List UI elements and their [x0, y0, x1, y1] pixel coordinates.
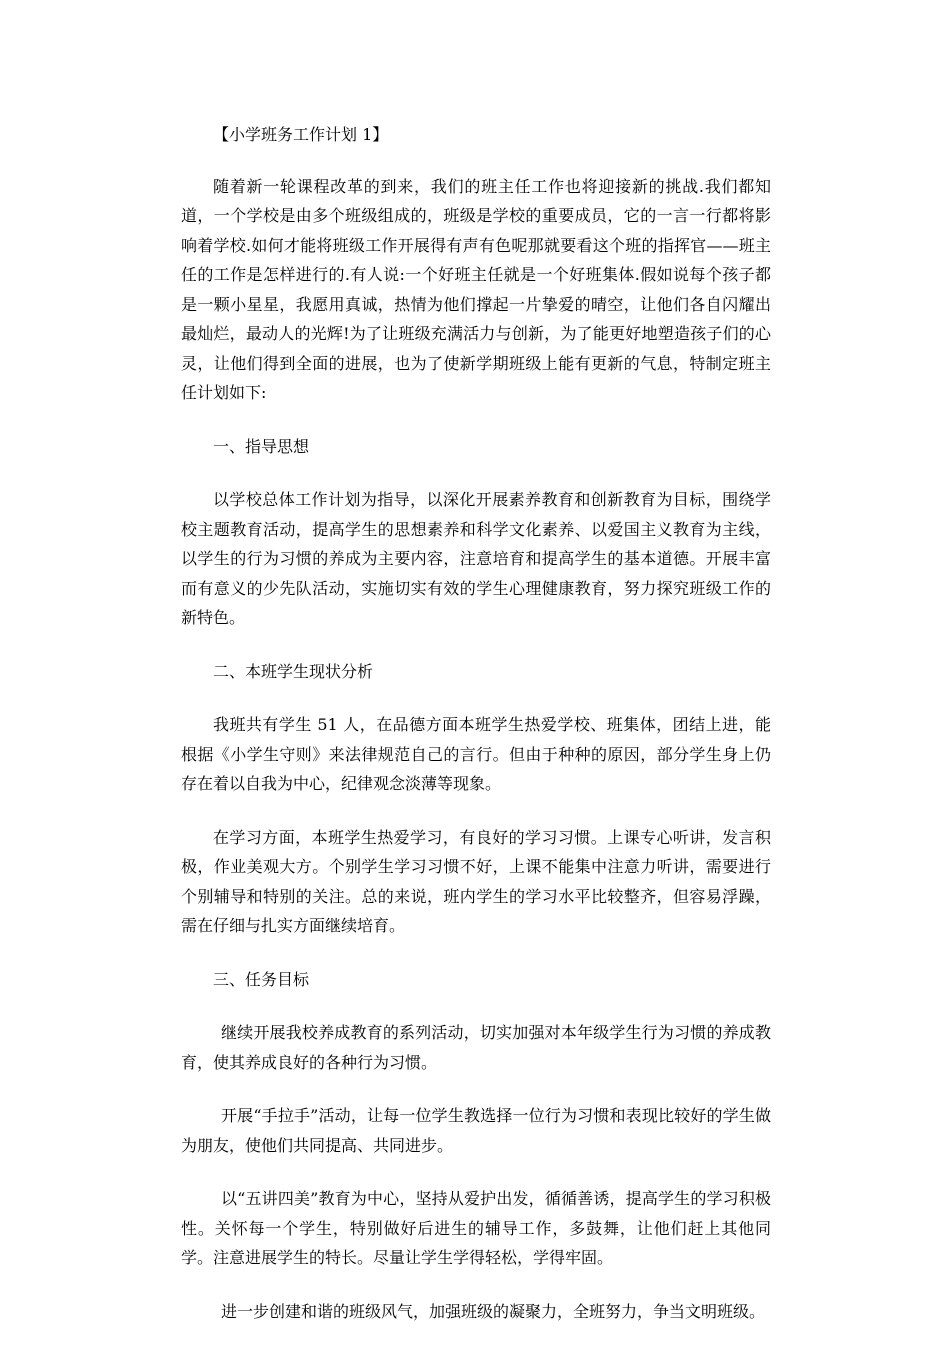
section-heading-task-goals: 三、任务目标 — [213, 969, 310, 989]
task-goals-paragraph-1: 继续开展我校养成教育的系列活动，切实加强对本年级学生行为习惯的养成教育，使其养成良好的各种行为习惯。 — [181, 1023, 771, 1072]
document-body — [181, 120, 771, 1350]
section-heading-student-analysis: 二、本班学生现状分析 — [213, 661, 374, 681]
student-analysis-paragraph-1: 我班共有学生 51 人，在品德方面本班学生热爱学校、班集体，团结上进，能根据《小学生守则》来法律规范自己的言行。但由于种种的原因，部分学生身上仍存在着以自我为中心，纪律观念淡薄等现象。 — [181, 715, 771, 793]
intro-paragraph: 随着新一轮课程改革的到来，我们的班主任工作也将迎接新的挑战.我们都知道，一个学校是由多个班级组成的，班级是学校的重要成员，它的一言一行都将影响着学校.如何才能将班级工作开展得有声有色呢那就要看这个班的指挥官——班主任的工作是怎样进行的.有人说:一个好班主任就是一个好班集体.假如说每个孩子都是一颗小星星，我愿用真诚，热情为他们撑起一片挚爱的晴空，让他们各自闪耀出最灿烂，最动人的光辉!为了让班级充满活力与创新，为了能更好地塑造孩子们的心灵，让他们得到全面的进展，也为了使新学期班级上能有更新的气息，特制定班主任计划如下: — [181, 176, 771, 402]
task-goals-paragraph-4: 进一步创建和谐的班级风气，加强班级的凝聚力，全班努力，争当文明班级。 — [221, 1301, 766, 1321]
task-goals-paragraph-3: 以“五讲四美”教育为中心，坚持从爱护出发，循循善诱，提高学生的学习积极性。关怀每一个学生，特别做好后进生的辅导工作，多鼓舞，让他们赶上其他同学。注意进展学生的特长。尽量让学生学得轻松，学得牢固。 — [181, 1189, 771, 1267]
section-heading-guiding-ideology: 一、指导思想 — [213, 436, 310, 456]
student-analysis-paragraph-2: 在学习方面，本班学生热爱学习，有良好的学习习惯。上课专心听讲，发言积极，作业美观大方。个别学生学习习惯不好，上课不能集中注意力听讲，需要进行个别辅导和特别的关注。总的来说，班内学生的学习水平比较整齐，但容易浮躁，需在仔细与扎实方面继续培育。 — [181, 827, 771, 935]
task-goals-paragraph-2: 开展“手拉手”活动，让每一位学生教选择一位行为习惯和表现比较好的学生做为朋友，使他们共同提高、共同进步。 — [181, 1106, 771, 1155]
guiding-ideology-paragraph: 以学校总体工作计划为指导，以深化开展素养教育和创新教育为目标，围绕学校主题教育活动，提高学生的思想素养和科学文化素养、以爱国主义教育为主线，以学生的行为习惯的养成为主要内容，注意培育和提高学生的基本道德。开展丰富而有意义的少先队活动，实施切实有效的学生心理健康教育，努力探究班级工作的新特色。 — [181, 490, 771, 627]
document-title: 【小学班务工作计划 1】 — [213, 125, 389, 144]
